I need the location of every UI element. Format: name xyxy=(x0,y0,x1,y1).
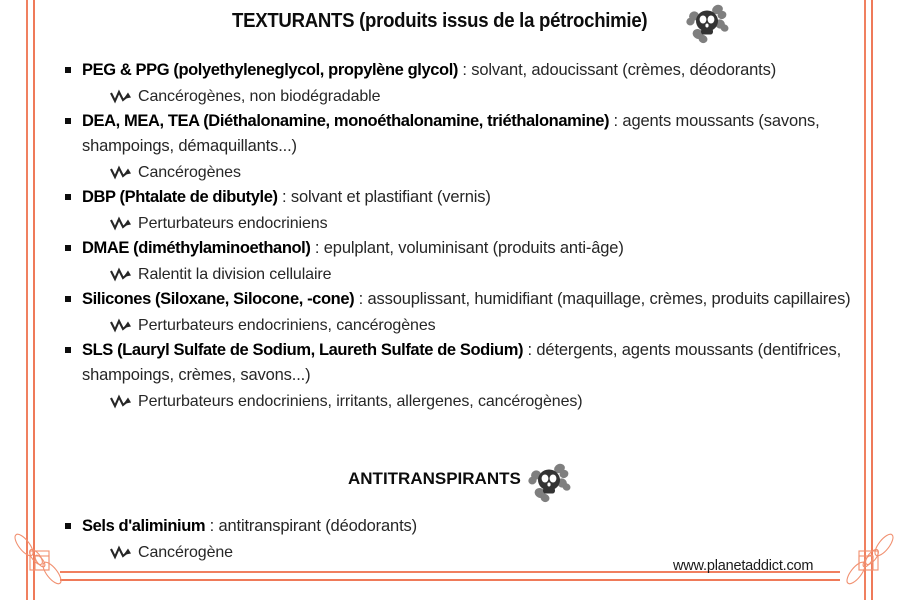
frame-line-right-outer xyxy=(871,0,873,600)
frame-line-bottom-lower xyxy=(60,579,840,581)
zigzag-arrow-icon xyxy=(110,165,134,180)
ingredient-name: DBP (Phtalate de dibutyle) xyxy=(82,188,278,206)
effect-line xyxy=(60,262,860,287)
zigzag-arrow-icon xyxy=(110,394,134,409)
zigzag-arrow-icon xyxy=(110,89,134,104)
ingredient-line xyxy=(60,236,860,261)
ingredient-line xyxy=(60,185,860,210)
effect-text: Cancérogènes, non biodégradable xyxy=(138,88,381,105)
square-bullet-icon xyxy=(65,67,71,73)
effect-text: Ralentit la division cellulaire xyxy=(138,266,332,283)
square-bullet-icon xyxy=(65,194,71,200)
list-item xyxy=(60,236,860,287)
zigzag-arrow-icon xyxy=(110,318,134,333)
zigzag-arrow-icon xyxy=(110,545,134,560)
section-title: ANTITRANSPIRANTS xyxy=(348,469,521,488)
ingredient-description: : agents moussants (savons, shampoings, démaquillants...) xyxy=(82,112,820,155)
ingredient-description: : assouplissant, humidifiant (maquillage, crèmes, produits capillaires) xyxy=(354,290,851,308)
effect-text: Cancérogènes xyxy=(138,164,241,181)
zigzag-arrow-icon xyxy=(110,216,134,231)
ingredient-name: Sels d'aliminium xyxy=(82,517,206,535)
ingredient-description: : détergents, agents moussants (dentifrices, shampoings, crèmes, savons...) xyxy=(82,341,842,384)
ingredient-name: DMAE (diméthylaminoethanol) xyxy=(82,239,311,257)
section-heading-antitranspirants xyxy=(348,469,571,503)
effect-text: Perturbateurs endocriniens, irritants, allergenes, cancérogènes) xyxy=(138,393,583,410)
ingredient-line xyxy=(60,338,860,388)
ingredient-line xyxy=(60,109,860,159)
ingredient-line xyxy=(60,58,860,83)
skull-crossbones-icon xyxy=(527,463,571,503)
square-bullet-icon xyxy=(65,347,71,353)
zigzag-arrow-icon xyxy=(110,267,134,282)
ingredient-name: Silicones (Siloxane, Silocone, -cone) xyxy=(82,290,355,308)
skull-crossbones-icon xyxy=(685,4,729,44)
frame-line-left-inner xyxy=(33,0,35,600)
list-item xyxy=(60,185,860,236)
effect-line xyxy=(60,84,860,109)
effect-text: Cancérogène xyxy=(138,544,233,561)
section-heading-texturants xyxy=(232,10,729,44)
square-bullet-icon xyxy=(65,296,71,302)
effect-text: Perturbateurs endocriniens xyxy=(138,215,328,232)
effect-line xyxy=(60,211,860,236)
frame-line-right-inner xyxy=(864,0,866,600)
ingredient-name: PEG & PPG (polyethyleneglycol, propylène glycol) xyxy=(82,61,458,79)
effect-line xyxy=(60,389,860,414)
effect-line xyxy=(60,160,860,185)
effect-text: Perturbateurs endocriniens, cancérogènes xyxy=(138,317,436,334)
square-bullet-icon xyxy=(65,523,71,529)
ingredient-name: DEA, MEA, TEA (Diéthalonamine, monoéthalonamine, triéthalonamine) xyxy=(82,112,610,130)
ingredient-name: SLS (Lauryl Sulfate de Sodium, Laureth Sulfate de Sodium) xyxy=(82,341,524,359)
list-item xyxy=(60,338,860,414)
ingredient-description: : epulplant, voluminisant (produits anti-âge) xyxy=(310,239,624,257)
square-bullet-icon xyxy=(65,118,71,124)
ingredient-description: : antitranspirant (déodorants) xyxy=(205,517,417,535)
square-bullet-icon xyxy=(65,245,71,251)
list-item xyxy=(60,58,860,109)
ingredient-description: : solvant, adoucissant (crèmes, déodorants) xyxy=(457,61,777,79)
frame-line-left-outer xyxy=(26,0,28,600)
ingredient-description: : solvant et plastifiant (vernis) xyxy=(277,188,491,206)
ingredient-line xyxy=(60,514,860,539)
list-item xyxy=(60,109,860,185)
ingredient-list xyxy=(60,58,860,414)
list-item xyxy=(60,287,860,338)
page-title: TEXTURANTS (produits issus de la pétrochimie) xyxy=(232,10,648,32)
footer-website-url: www.planetaddict.com xyxy=(673,558,814,574)
effect-line xyxy=(60,313,860,338)
ingredient-line xyxy=(60,287,860,312)
